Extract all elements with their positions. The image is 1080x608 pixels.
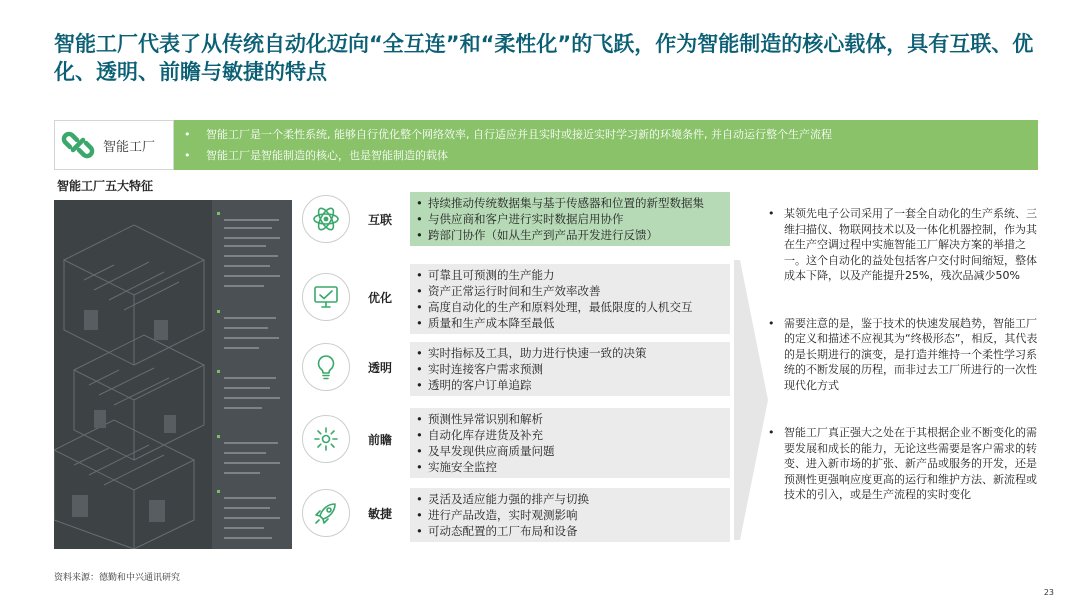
banner-bullet: • 智能工厂是一个柔性系统, 能够自行优化整个网络效率, 自行适应并且实时或接近实时学习新的环境条件, 并自动运行整个生产流程 [184,124,832,145]
rocket-icon [311,498,341,528]
banner-label: 智能工厂 [103,139,156,155]
feature-point: • 透明的客户订单追踪 [416,377,724,393]
feature-point: • 资产正常运行时间和生产效率改善 [416,283,724,299]
feature-point: • 可动态配置的工厂布局和设备 [416,523,724,539]
feature-point: • 实施安全监控 [416,459,724,475]
definition-banner [54,120,1038,170]
chain-link-icon [61,128,95,162]
feature-point: • 及早发现供应商质量问题 [416,443,724,459]
feature-icon-circle [302,273,350,321]
feature-label: 互联 [368,212,393,227]
note-item: • 需要注意的是，鉴于技术的快速发展趋势，智能工厂的定义和描述不应视其为“终极形态”，相反，其代表的是长期进行的演变，是打造并维持一个柔性学习系统的不断发展的历程，而非过去工厂所进行的一次性现代化方式 [768,316,1040,394]
feature-transparent [300,336,410,398]
feature-point: • 自动化库存进货及补充 [416,427,724,443]
feature-point: • 与供应商和客户进行实时数据启用协作 [416,211,724,227]
feature-label: 透明 [368,360,393,375]
feature-interconnected [300,188,410,250]
feature-point: • 可靠且可预测的生产能力 [416,267,724,283]
smart-factory-illustration [54,200,292,549]
feature-point: • 实时连接客户需求预测 [416,361,724,377]
note-item: • 某领先电子公司采用了一套全自动化的生产系统、三维扫描仪、物联网技术以及一体化机器控制，作为其在生产空调过程中实施智能工厂解决方案的举措之一。这个自动化的益处包括客户交付时间缩短，整体成本下降，以及产能提升25%，残次品减少50% [768,206,1040,284]
chevron-right-icon [734,260,768,540]
page-title: 智能工厂代表了从传统自动化迈向“全互连”和“柔性化”的飞跃，作为智能制造的核心载体，具有互联、优化、透明、前瞻与敏捷的特点 [54,32,1034,84]
feature-points-box [410,342,730,396]
feature-point: • 实时指标及工具，助力进行快速一致的决策 [416,345,724,361]
feature-points-box [410,408,730,478]
feature-points-box [410,488,730,542]
feature-icon-circle [302,343,350,391]
feature-label: 优化 [368,290,393,305]
feature-label: 敏捷 [368,506,393,521]
feature-point: • 预测性异常识别和解析 [416,411,724,427]
notes-list [768,206,1040,503]
factory-isometric-illustration [54,200,292,549]
banner-logo-box [54,120,174,170]
feature-optimized [300,266,410,328]
feature-agile [300,482,410,544]
feature-points-box [410,264,730,334]
feature-point: • 灵活及适应能力强的排产与切换 [416,491,724,507]
feature-point: • 跨部门协作（如从生产到产品开发进行反馈） [416,227,724,243]
feature-icon-circle [302,489,350,537]
banner-bullet-list [184,124,832,166]
section-title: 智能工厂五大特征 [57,179,154,193]
page-number: 23 [1043,588,1054,597]
monitor-check-icon [311,282,341,312]
note-item: • 智能工厂真正强大之处在于其根据企业不断变化的需要发展和成长的能力，无论这些需要是客户需求的转变、进入新市场的扩张、新产品或服务的开发，还是预测性更强响应度更高的运行和维护方法、新流程或技术的引入，或是生产流程的实时变化 [768,425,1040,503]
banner-bullet: • 智能工厂是智能制造的核心，也是智能制造的载体 [184,145,832,166]
source-note: 资料来源：德勤和中兴通讯研究 [54,573,181,583]
feature-label: 前瞻 [368,432,393,447]
feature-point: • 质量和生产成本降至最低 [416,315,724,331]
feature-point: • 进行产品改造，实时观测影响 [416,507,724,523]
sparkle-icon [311,424,341,454]
feature-icon-circle [302,415,350,463]
feature-predictive [300,408,410,470]
feature-points-box [410,192,730,246]
feature-point: • 持续推动传统数据集与基于传感器和位置的新型数据集 [416,195,724,211]
atom-icon [311,204,341,234]
feature-point: • 高度自动化的生产和原料处理，最低限度的人机交互 [416,299,724,315]
feature-icon-circle [302,195,350,243]
lightbulb-icon [311,352,341,382]
